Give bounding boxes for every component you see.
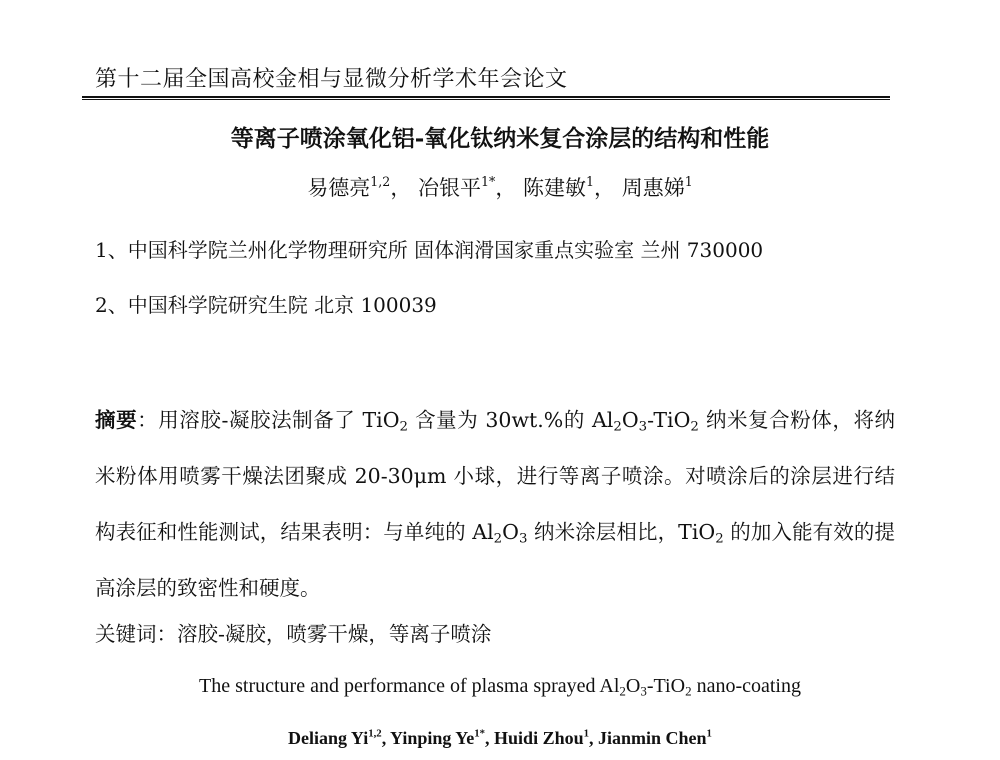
subscript: 2 [715,531,724,547]
author-en-name: Huidi Zhou [494,728,584,748]
subscript: 3 [640,683,647,699]
header-rule-thick [82,96,890,98]
subscript: 2 [685,683,692,699]
author-en-name: Yinping Ye [390,728,475,748]
author-cn-affil: 1 [684,174,693,190]
authors-en [0,728,1000,749]
subscript: 2 [619,683,626,699]
title-en-text: O [625,675,641,697]
title-en-text: nano-coating [691,675,801,697]
subscript: 2 [613,419,622,435]
author-en-name: Jianmin Chen [598,728,707,748]
title-en-text: The structure and performance of plasma sprayed Al [199,675,620,697]
subscript: 3 [518,531,528,547]
abstract-text: 用溶胶-凝胶法制备了 TiO [158,408,400,432]
author-en-sep: , [485,728,495,748]
abstract-label: 摘要 [95,408,138,432]
abstract-text: -TiO [647,408,691,432]
author-en-affil: 1 [706,727,712,740]
subscript: 3 [638,419,648,435]
keywords-cn: 关键词：溶胶-凝胶，喷雾干燥，等离子喷涂 [95,622,492,646]
abstract-text: 的加入能有效的提高涂层的致密性和硬度。 [95,520,895,600]
author-en-name: Deliang Yi [288,728,369,748]
authors-cn [0,172,1000,202]
author-en-affil: 1 [583,727,590,740]
author-cn-affil: 1,2 [370,174,391,190]
author-cn-sep: ， [495,176,517,200]
abstract-cn [95,392,895,616]
subscript: 2 [493,531,503,547]
abstract-text: 纳米复合粉体，将纳米粉体用喷雾干燥法团聚成 20-30μm 小球，进行等离子喷涂。对喷涂后的涂层进行结构表征和性能测试，结果表明：与单纯的 Al [95,408,896,544]
author-cn-sep: ， [390,176,412,200]
author-cn-affil: 1* [481,174,496,190]
author-en-affil: 1,2 [368,727,382,740]
author-cn-sep: ， [594,176,616,200]
author-cn-name: 周惠娣 [621,176,685,200]
author-cn-name: 易德亮 [307,176,371,200]
paper-title-cn: 等离子喷涂氧化铝-氧化钛纳米复合涂层的结构和性能 [230,125,770,152]
author-cn-name: 冶银平 [418,176,481,200]
abstract-text: O [502,520,519,544]
affiliation-2: 2、中国科学院研究生院 北京 100039 [95,293,437,317]
author-en-sep: , [589,728,599,748]
title-en-text: -TiO [646,675,686,697]
abstract-text: 纳米涂层相比，TiO [527,520,716,544]
author-en-affil: 1* [474,727,486,740]
author-cn-affil: 1 [586,174,595,190]
abstract-text: O [621,408,639,432]
paper-title-en [0,675,1000,698]
author-cn-name: 陈建敏 [523,176,586,200]
conference-header: 第十二届全国高校金相与显微分析学术年会论文 [95,67,568,92]
abstract-colon: ： [137,408,159,432]
affiliation-1: 1、中国科学院兰州化学物理研究所 固体润滑国家重点实验室 兰州 730000 [95,238,764,262]
author-en-sep: , [381,728,391,748]
subscript: 2 [690,419,699,435]
header-rule-thin [82,99,890,100]
subscript: 2 [399,419,408,435]
abstract-text: 含量为 30wt.%的 Al [408,408,614,432]
